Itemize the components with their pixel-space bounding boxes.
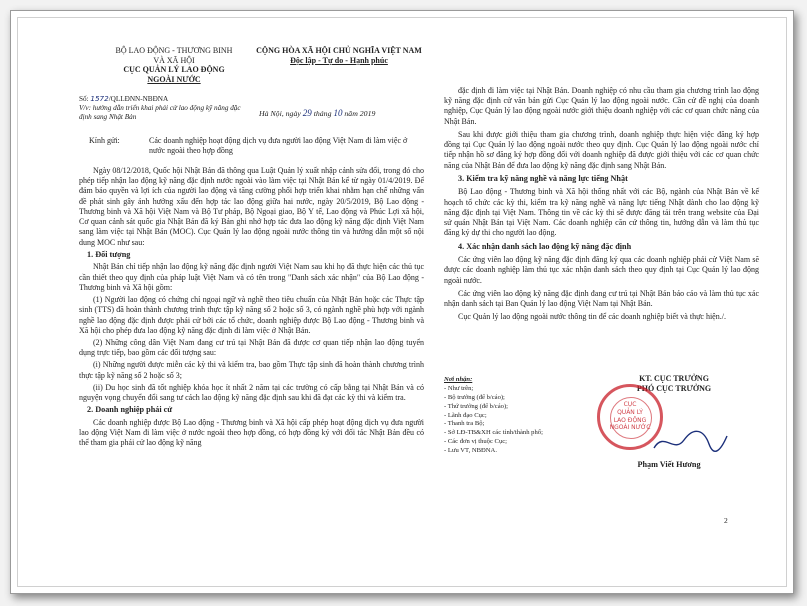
- recipient-item: - Thứ trưởng (để b/cáo);: [444, 402, 508, 410]
- signature-title-1: KT. CỤC TRƯỞNG: [639, 374, 709, 383]
- paragraph: Sau khi được giới thiệu tham gia chương trình, doanh nghiệp thực hiện việc đăng ký hợp đồng tại Cục Quản lý lao động ngoài nước theo quy định. Cục Quản lý lao động ngoài nước chỉ tiếp nhận hồ sơ đăng ký hợp đồng đối với doanh nghiệp đã được giới thiệu với các cơ quan chức năng của Nhật Bản để đưa lao động kỹ năng đặc định sang Nhật Bản.: [444, 129, 759, 170]
- paragraph: (ii) Du học sinh đã tốt nghiệp khóa học ít nhất 2 năm tại các trường có cấp bằng tại Nhật Bản và có nguyện vọng chuyển đổi sang tư cách lao động kỹ năng đặc định sau khi đã đạt các kỳ thi và kiểm tra.: [79, 382, 424, 403]
- body-right-column: [444, 86, 759, 325]
- paragraph: Cục Quản lý lao động ngoài nước thông tin để các doanh nghiệp biết và thực hiện./.: [458, 312, 726, 322]
- recipient-text: Các doanh nghiệp hoạt động dịch vụ đưa người lao động Việt Nam đi làm việc ở nước ngoài theo hợp đồng: [149, 136, 408, 156]
- section-heading: 3. Kiểm tra kỹ năng nghề và năng lực tiếng Nhật: [458, 173, 628, 183]
- recipient-item: - Lãnh đạo Cục;: [444, 411, 487, 419]
- national-header: [254, 46, 424, 66]
- recipient-item: - Sở LĐ-TB&XH các tỉnh/thành phố;: [444, 429, 543, 437]
- recipient-item: - Lưu VT, NBĐNA.: [444, 447, 497, 455]
- document-number: Số: 1572/QLLĐNN-NBĐNA: [79, 94, 169, 103]
- issuer-line-2: VÀ XÃ HỘI: [153, 55, 195, 65]
- paragraph: (2) Những công dân Việt Nam đang cư trú tại Nhật Bản đã được cơ quan tiếp nhận lao động tuyển dụng trực tiếp, bao gồm các đối tượng sau:: [79, 338, 424, 358]
- section-heading: 1. Đối tượng: [87, 249, 131, 259]
- document-reference: [79, 94, 249, 122]
- official-stamp: CỤC QUẢN LÝ LAO ĐỘNG NGOÀI NƯỚC: [597, 384, 663, 450]
- section-heading: 4. Xác nhận danh sách lao động kỹ năng đặc định: [458, 241, 632, 251]
- recipient-item: - Thanh tra Bộ;: [444, 420, 485, 428]
- body-left-column: [79, 166, 424, 451]
- paragraph: Các ứng viên lao động kỹ năng đặc định đang cư trú tại Nhật Bản báo cáo và làm thủ tục xác nhận danh sách tại Ban Quản lý lao động Việt Nam tại Nhật Bản.: [444, 288, 759, 308]
- issuer-header: [99, 46, 249, 84]
- paragraph: Các ứng viên lao động kỹ năng đặc định đăng ký qua các doanh nghiệp phái cử Việt Nam sẽ được các doanh nghiệp làm thủ tục xác nhận danh sách theo quy định tại Cục Quản lý lao động ngoài nước.: [444, 255, 759, 285]
- paragraph: Nhật Bản chỉ tiếp nhận lao động kỹ năng đặc định người Việt Nam sau khi họ đã thực hiện các thủ tục cần thiết theo quy định của pháp luật Việt Nam và có tên trong "Danh sách xác nhận" của Bộ Lao động - Thương binh và Xã hội gồm:: [79, 262, 424, 292]
- handwritten-month: 10: [333, 108, 343, 118]
- document-subject: V/v: hướng dẫn triển khai phái cử lao động kỹ năng đặc định sang Nhật Bản: [79, 104, 241, 121]
- paragraph: đặc định đi làm việc tại Nhật Bản. Doanh nghiệp có nhu cầu tham gia chương trình lao động kỹ năng đặc định cử văn bản gửi Cục Quản lý lao động ngoài nước. Cần cử đề nghị của doanh nghiệp, Cục Quản lý lao động ngoài nước giới thiệu doanh nghiệp với các cơ quan chức năng của Nhật Bản.: [444, 86, 759, 126]
- issuer-line-3: CỤC QUẢN LÝ LAO ĐỘNG: [123, 65, 225, 75]
- signer-name: Phạm Viết Hương: [637, 460, 701, 469]
- page-number: 2: [724, 516, 728, 525]
- paragraph: Các doanh nghiệp được Bộ Lao động - Thương binh và Xã hội cấp phép hoạt động dịch vụ đưa người lao động Việt Nam đi làm việc ở nước ngoài theo hợp đồng, có hợp đồng ký với đối tác Nhật Bản đều có thể tham gia phái cử lao động kỹ năng: [79, 417, 424, 448]
- paragraph: (1) Người lao động có chứng chỉ ngoại ngữ và nghề theo tiêu chuẩn của Nhật Bản hoặc các Thực tập sinh (TTS) đã hoàn thành chương trình thực tập kỹ năng số 2 hoặc số 3, có ngành nghề phù hợp với ngành nghề lao động đặc định được phái cử bởi các tổ chức, doanh nghiệp được Bộ Lao động - Thương binh và Xã hội cho phép đưa lao động kỹ năng đặc định đi làm việc ở Nhật Bản.: [79, 295, 424, 335]
- recipients-list: [444, 376, 554, 456]
- paragraph: Ngày 08/12/2018, Quốc hội Nhật Bản đã thông qua Luật Quản lý xuất nhập cảnh sửa đổi, trong đó cho phép tiếp nhận lao động kỹ năng đặc định nước ngoài vào làm việc tại Nhật Bản kể từ ngày 01/4/2019. Để đảm bảo quyền và lợi ích của người lao động và tăng cường phối hợp triển khai nhằm hạn chế những vấn đề phát sinh gây ảnh hưởng xấu đến hợp tác lao động giữa hai nước, ngày 20/5/2019, Bộ Lao động - Thương binh và Xã hội Việt Nam và Bộ Tư pháp, Bộ Ngoại giao, Bộ Y tế, Lao động và Phúc Lợi xã hội, Cơ quan cảnh sát quốc gia Nhật Bản đã ký Bản ghi nhớ hợp tác đưa lao động kỹ năng đặc định Việt Nam sang làm việc tại Nhật Bản (MOC). Cục Quản lý lao động ngoài nước thông tin và hướng dẫn một số nội dung MOC như sau:: [79, 166, 424, 247]
- recipient-item: - Như trên;: [444, 384, 474, 392]
- signature-title-2: PHÓ CỤC TRƯỞNG: [636, 384, 712, 393]
- stamp-inner-ring: [610, 397, 652, 439]
- section-heading: 2. Doanh nghiệp phái cử: [87, 405, 173, 415]
- issuer-line-1: BỘ LAO ĐỘNG - THƯƠNG BINH: [115, 46, 233, 55]
- national-title: CỘNG HÒA XÃ HỘI CHỦ NGHĨA VIỆT NAM: [256, 46, 422, 55]
- handwritten-day: 29: [302, 108, 312, 118]
- handwritten-signature: [649, 426, 729, 456]
- paragraph: Bộ Lao động - Thương binh và Xã hội thống nhất với các Bộ, ngành của Nhật Bản về kế hoạch tổ chức các kỳ thi, kiểm tra kỹ năng nghề và năng lực tiếng Nhật dành cho lao động kỹ năng đặc định tại Việt Nam. Thông tin về các kỳ thi sẽ được đăng tải trên trang website của Đại sứ quán Nhật Bản tại Việt Nam. Các doanh nghiệp căn cứ thông tin, hướng dẫn và làm thủ tục đăng ký dự thi cho người lao động.: [444, 187, 759, 238]
- issuer-line-4: NGOÀI NƯỚC: [147, 74, 201, 84]
- document-frame: [10, 10, 794, 594]
- recipient-label: Kính gửi:: [89, 136, 120, 145]
- document-page: [49, 46, 784, 586]
- national-motto: Độc lập - Tự do - Hạnh phúc: [290, 56, 388, 65]
- recipient-item: - Các đơn vị thuộc Cục;: [444, 438, 508, 446]
- document-date: Hà Nội, ngày 29 tháng 10 năm 2019: [259, 108, 376, 118]
- recipients-title: Nơi nhận:: [444, 376, 473, 383]
- handwritten-number: 1572: [90, 94, 109, 103]
- recipient-item: - Bộ trưởng (để b/cáo);: [444, 393, 505, 401]
- paragraph: (i) Những người được miễn các kỳ thi và kiểm tra, bao gồm Thực tập sinh đã hoàn thành chương trình thực tập kỹ năng số 2 hoặc số 3;: [79, 360, 424, 380]
